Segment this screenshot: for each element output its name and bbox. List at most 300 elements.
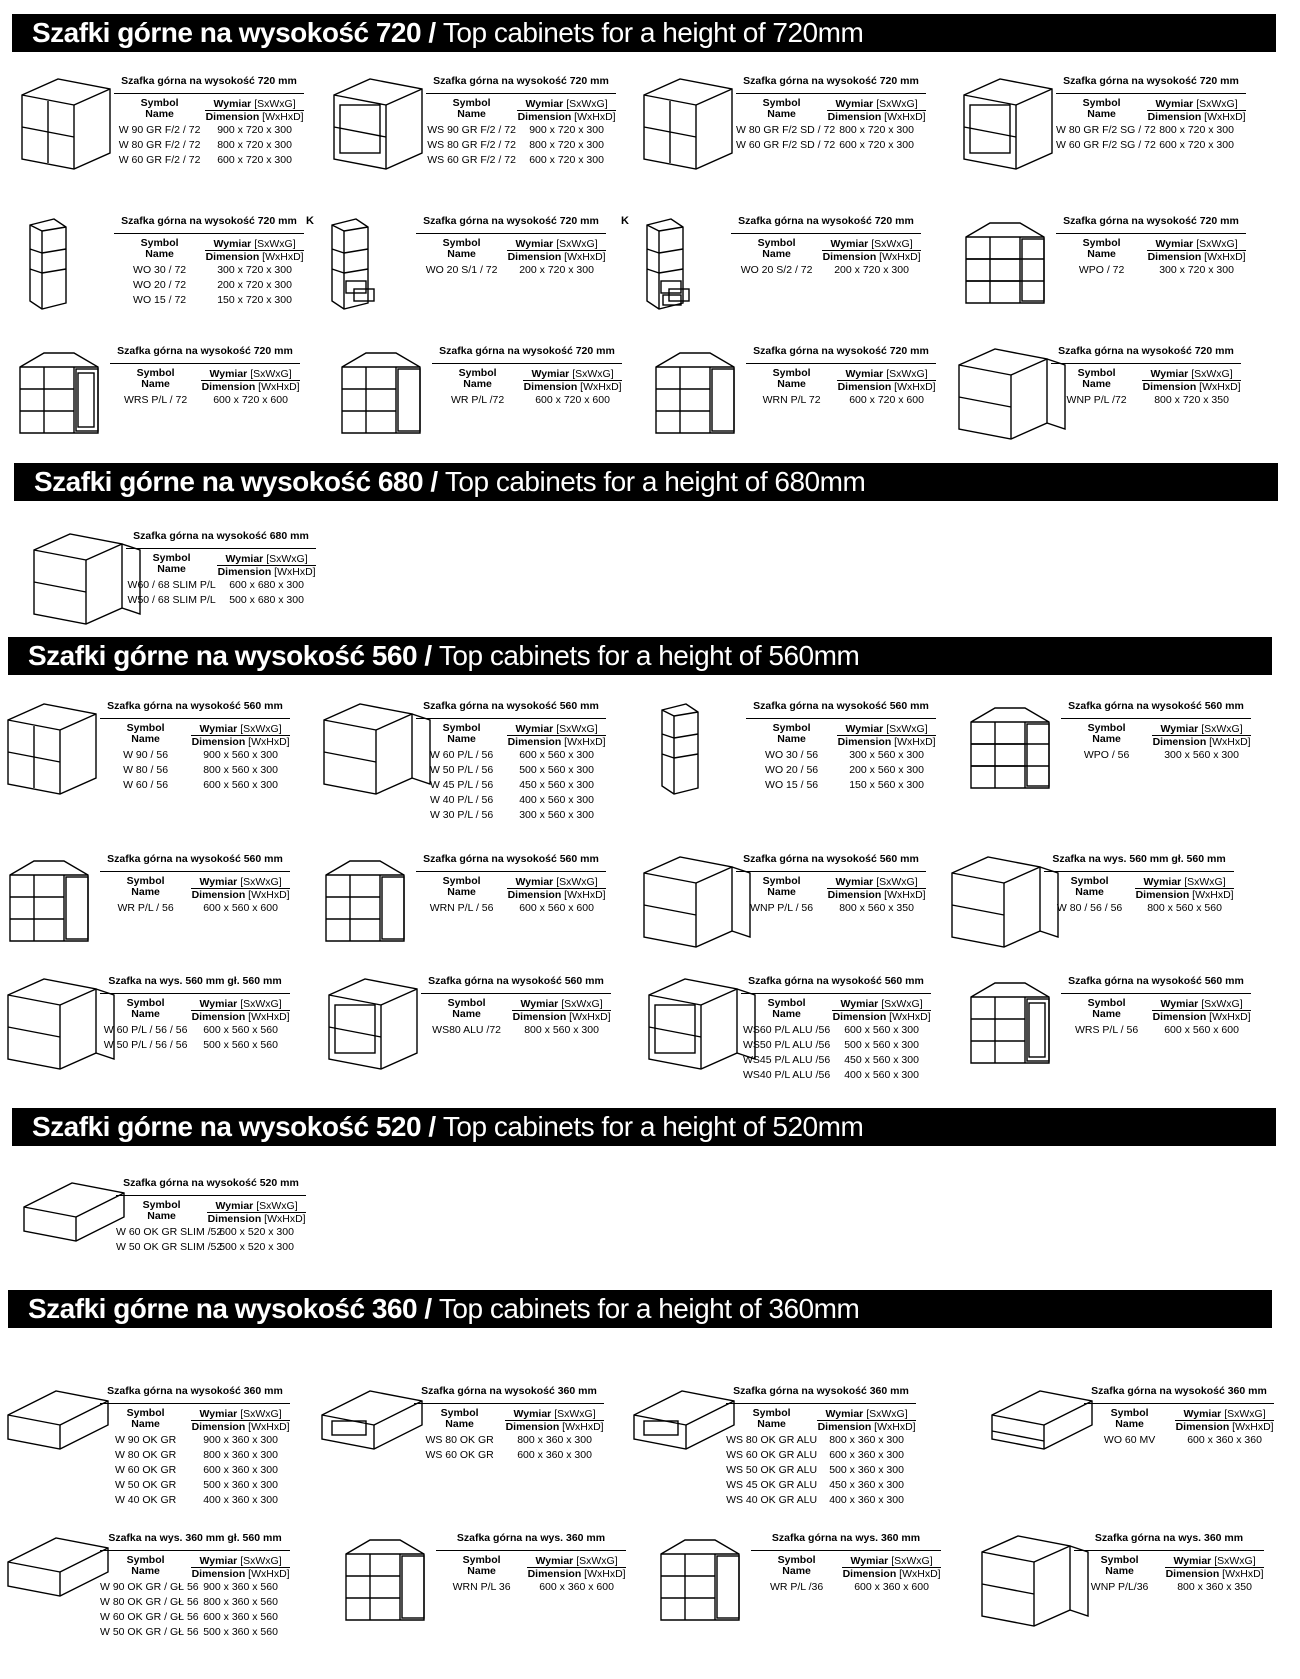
symbol-name-header: Symbol Name: [1100, 1554, 1139, 1577]
spec-header: [1051, 368, 1241, 393]
cabinet-dimension: 400 x 560 x 300: [844, 1069, 919, 1081]
dimension-header: Wymiar [SxWxG] Dimension [WxHxD]: [523, 368, 622, 393]
spec-table: [1056, 215, 1246, 278]
cabinet-symbol: W 60 / 56: [123, 779, 169, 791]
cabinet-dimension: 500 x 520 x 300: [219, 1241, 294, 1253]
cabinet-dimension: 500 x 560 x 560: [203, 1039, 278, 1051]
cabinet-symbol: W 50 OK GR / GŁ 56: [100, 1626, 199, 1638]
dimension-header: Wymiar [SxWxG] Dimension [WxHxD]: [512, 998, 611, 1023]
spec-title: Szafka górna na wysokość 720 mm: [731, 215, 921, 234]
cabinet-symbol: W 60 OK GR / GŁ 56: [100, 1611, 199, 1623]
cabinet-dimension: 450 x 360 x 300: [829, 1479, 904, 1491]
spec-header: [746, 723, 936, 748]
spec-table: [114, 75, 304, 168]
spec-table: [414, 1385, 604, 1463]
spec-row: [741, 1038, 931, 1053]
spec-header: [100, 1555, 290, 1580]
cabinet-dimension: 800 x 360 x 300: [203, 1449, 278, 1461]
symbol-name-header: Symbol Name: [1110, 1407, 1149, 1430]
section-title-pl: Szafki górne na wysokość 720 /: [32, 17, 443, 48]
spec-title: Szafka górna na wysokość 360 mm: [414, 1385, 604, 1404]
cabinet-card: [18, 215, 318, 340]
spec-table: [100, 853, 290, 916]
cabinet-symbol: W60 / 68 SLIM P/L: [127, 579, 216, 591]
spec-title: Szafka górna na wysokość 680 mm: [126, 530, 316, 549]
spec-title: Szafka na wys. 360 mm gł. 560 mm: [100, 1532, 290, 1551]
symbol-name-header: Symbol Name: [126, 722, 165, 745]
spec-row: [100, 1023, 290, 1038]
cabinet-dimension: 600 x 560 x 300: [844, 1024, 919, 1036]
spec-table: [114, 215, 304, 308]
cabinet-symbol: WS 40 OK GR ALU: [726, 1494, 818, 1506]
cabinet-card: [20, 1177, 320, 1302]
spec-row: [100, 1448, 290, 1463]
cabinet-dimension: 800 x 560 x 560: [1147, 902, 1222, 914]
symbol-name-header: Symbol Name: [126, 997, 165, 1020]
spec-title: Szafka górna na wysokość 560 mm: [100, 853, 290, 872]
spec-table: [421, 975, 611, 1038]
spec-row: [1074, 1580, 1264, 1595]
cabinet-symbol: W 60 OK GR: [114, 1464, 177, 1476]
spec-row: [100, 1478, 290, 1493]
spec-title: Szafka górna na wysokość 360 mm: [100, 1385, 290, 1404]
cabinet-symbol: WO 60 MV: [1103, 1434, 1156, 1446]
spec-title: Szafka górna na wysokość 560 mm: [416, 700, 606, 719]
cabinet-dimension: 600 x 560 x 600: [203, 902, 278, 914]
section-title-pl: Szafki górne na wysokość 560 /: [28, 640, 439, 671]
cabinet-symbol: WPO / 72: [1078, 264, 1125, 276]
cabinet-dimension: 600 x 720 x 300: [529, 154, 604, 166]
spec-row: [736, 123, 926, 138]
cabinet-symbol: WS45 P/L ALU /56: [743, 1054, 831, 1066]
cabinet-dimension: 600 x 360 x 360: [1187, 1434, 1262, 1446]
cabinet-card: [4, 1532, 304, 1657]
spec-row: [100, 1625, 290, 1640]
spec-title: Szafka górna na wysokość 720 mm: [1056, 215, 1246, 234]
dimension-header: Wymiar [SxWxG] Dimension [WxHxD]: [827, 98, 926, 123]
spec-row: [114, 153, 304, 168]
cabinet-symbol: WS40 P/L ALU /56: [743, 1069, 831, 1081]
spec-header: [741, 998, 931, 1023]
cabinet-dimension: 600 x 520 x 300: [219, 1226, 294, 1238]
spec-row: [736, 138, 926, 153]
cabinet-dimension: 900 x 360 x 560: [203, 1581, 278, 1593]
spec-title: Szafka górna na wysokość 560 mm: [421, 975, 611, 994]
symbol-name-header: Symbol Name: [140, 237, 179, 260]
spec-title: Szafka górna na wysokość 720 mm: [114, 75, 304, 94]
spec-table: [416, 700, 606, 823]
dimension-header: Wymiar [SxWxG] Dimension [WxHxD]: [1165, 1555, 1264, 1580]
cabinet-symbol: W 50 P/L / 56: [429, 764, 494, 776]
spec-row: [126, 593, 316, 608]
spec-header: [100, 723, 290, 748]
spec-row: [100, 748, 290, 763]
spec-table: [416, 215, 606, 278]
symbol-name-header: Symbol Name: [452, 97, 491, 120]
dimension-header: Wymiar [SxWxG] Dimension [WxHxD]: [517, 98, 616, 123]
section-title-en: Top cabinets for a height of 560mm: [438, 640, 860, 671]
cabinet-symbol: W 90 GR F/2 / 72: [118, 124, 201, 136]
symbol-name-header: Symbol Name: [126, 1554, 165, 1577]
spec-table: [100, 700, 290, 793]
cabinet-symbol: W 40 P/L / 56: [429, 794, 494, 806]
symbol-name-header: Symbol Name: [442, 237, 481, 260]
section-title-en: Top cabinets for a height of 360mm: [438, 1293, 860, 1324]
cabinet-symbol: W 60 GR F/2 SD / 72: [736, 139, 836, 151]
cabinet-dimension: 800 x 720 x 300: [1159, 124, 1234, 136]
dimension-header: Wymiar [SxWxG] Dimension [WxHxD]: [201, 368, 300, 393]
cabinet-dimension: 600 x 360 x 600: [539, 1581, 614, 1593]
cabinet-card: [965, 700, 1265, 825]
cabinet-symbol: WRS P/L / 56: [1074, 1024, 1139, 1036]
dimension-header: Wymiar [SxWxG] Dimension [WxHxD]: [191, 1408, 290, 1433]
spec-table: [746, 700, 936, 793]
spec-header: [731, 238, 921, 263]
symbol-name-header: Symbol Name: [1082, 237, 1121, 260]
spec-title: Szafka górna na wysokość 560 mm: [741, 975, 931, 994]
cabinet-card: [320, 700, 620, 825]
cabinet-symbol: WS 90 GR F/2 / 72: [427, 124, 516, 136]
cabinet-card: [4, 853, 304, 978]
spec-title: Szafka górna na wysokość 560 mm: [416, 853, 606, 872]
symbol-name-header: Symbol Name: [772, 367, 811, 390]
cabinet-dimension: 800 x 720 x 300: [839, 124, 914, 136]
cabinet-dimension: 600 x 720 x 600: [849, 394, 924, 406]
cabinet-dimension: 500 x 680 x 300: [229, 594, 304, 606]
spec-title: Szafka górna na wysokość 560 mm: [746, 700, 936, 719]
spec-row: [726, 1478, 916, 1493]
cabinet-dimension: 600 x 720 x 300: [839, 139, 914, 151]
spec-table: [1084, 1385, 1274, 1448]
spec-row: [114, 263, 304, 278]
spec-table: [741, 975, 931, 1083]
cabinet-dimension: 200 x 720 x 300: [217, 279, 292, 291]
spec-header: [416, 723, 606, 748]
cabinet-dimension: 600 x 360 x 600: [854, 1581, 929, 1593]
dimension-header: Wymiar [SxWxG] Dimension [WxHxD]: [205, 98, 304, 123]
spec-table: [1056, 75, 1246, 153]
cabinet-dimension: 200 x 560 x 300: [849, 764, 924, 776]
spec-row: [421, 1023, 611, 1038]
cabinet-symbol: WRN P/L / 56: [429, 902, 494, 914]
cabinet-card: [325, 975, 625, 1100]
symbol-name-header: Symbol Name: [462, 1554, 501, 1577]
cabinet-dimension: 600 x 360 x 300: [829, 1449, 904, 1461]
spec-title: Szafka górna na wysokość 720 mm: [426, 75, 616, 94]
spec-table: [100, 1385, 290, 1508]
symbol-name-header: Symbol Name: [142, 1199, 181, 1222]
cabinet-symbol: W 45 P/L / 56: [429, 779, 494, 791]
spec-header: [736, 876, 926, 901]
cabinet-dimension: 800 x 560 x 300: [524, 1024, 599, 1036]
cabinet-dimension: 800 x 720 x 300: [217, 139, 292, 151]
dimension-header: Wymiar [SxWxG] Dimension [WxHxD]: [505, 1408, 604, 1433]
spec-title: Szafka górna na wysokość 720 mm: [110, 345, 300, 364]
cabinet-symbol: WO 30 / 72: [133, 264, 187, 276]
spec-row: [726, 1493, 916, 1508]
spec-row: [746, 763, 936, 778]
spec-row: [100, 778, 290, 793]
spec-header: [416, 238, 606, 263]
cabinet-symbol: W 90 OK GR / GŁ 56: [100, 1581, 199, 1593]
dimension-header: Wymiar [SxWxG] Dimension [WxHxD]: [507, 876, 606, 901]
cabinet-symbol: W 80 OK GR / GŁ 56: [100, 1596, 199, 1608]
symbol-name-header: Symbol Name: [140, 97, 179, 120]
cabinet-dimension: 450 x 560 x 300: [519, 779, 594, 791]
section-banner: [8, 637, 1272, 675]
spec-row: [416, 763, 606, 778]
cabinet-dimension: 500 x 360 x 300: [203, 1479, 278, 1491]
cabinet-dimension: 900 x 560 x 300: [203, 749, 278, 761]
dimension-header: Wymiar [SxWxG] Dimension [WxHxD]: [205, 238, 304, 263]
symbol-name-header: Symbol Name: [126, 1407, 165, 1430]
spec-row: [726, 1463, 916, 1478]
spec-title: Szafka górna na wys. 360 mm: [436, 1532, 626, 1551]
cabinet-card: [4, 700, 304, 825]
cabinet-symbol: W 60 GR F/2 / 72: [118, 154, 201, 166]
cabinet-symbol: WS 45 OK GR ALU: [726, 1479, 818, 1491]
cabinet-symbol: WS 80 OK GR ALU: [726, 1434, 818, 1446]
cabinet-dimension: 800 x 360 x 350: [1177, 1581, 1252, 1593]
spec-row: [116, 1240, 306, 1255]
spec-row: [1061, 1023, 1251, 1038]
cabinet-symbol: WS60 P/L ALU /56: [743, 1024, 831, 1036]
spec-table: [426, 75, 616, 168]
cabinet-card: [978, 1532, 1278, 1657]
cabinet-symbol: W 50 OK GR SLIM /52: [116, 1241, 223, 1253]
spec-table: [126, 530, 316, 608]
symbol-name-header: Symbol Name: [442, 722, 481, 745]
spec-table: [100, 1532, 290, 1640]
dimension-header: Wymiar [SxWxG] Dimension [WxHxD]: [207, 1200, 306, 1225]
dimension-header: Wymiar [SxWxG] Dimension [WxHxD]: [832, 998, 931, 1023]
spec-header: [746, 368, 936, 393]
symbol-name-header: Symbol Name: [752, 1407, 791, 1430]
spec-title: Szafka górna na wysokość 360 mm: [726, 1385, 916, 1404]
spec-header: [416, 876, 606, 901]
spec-row: [731, 263, 921, 278]
cabinet-symbol: W 80 GR F/2 SG / 72: [1056, 124, 1156, 136]
section-banner: [8, 1290, 1272, 1328]
cabinet-symbol: W 90 / 56: [123, 749, 169, 761]
spec-table: [1044, 853, 1234, 916]
cabinet-card: [318, 1385, 618, 1510]
cabinet-symbol: W 60 GR F/2 SG / 72: [1056, 139, 1156, 151]
dimension-header: Wymiar [SxWxG] Dimension [WxHxD]: [837, 723, 936, 748]
cabinet-card: [340, 1532, 640, 1657]
cabinet-dimension: 600 x 720 x 300: [1159, 139, 1234, 151]
k-marker: K: [621, 215, 629, 227]
symbol-name-header: Symbol Name: [1082, 97, 1121, 120]
cabinet-card: [640, 75, 940, 200]
spec-header: [1084, 1408, 1274, 1433]
dimension-header: Wymiar [SxWxG] Dimension [WxHxD]: [822, 238, 921, 263]
spec-table: [1061, 975, 1251, 1038]
spec-row: [100, 1610, 290, 1625]
k-marker: K: [306, 215, 314, 227]
spec-row: [100, 1433, 290, 1448]
cabinet-dimension: 400 x 560 x 300: [519, 794, 594, 806]
cabinet-dimension: 600 x 560 x 560: [203, 1024, 278, 1036]
dimension-header: Wymiar [SxWxG] Dimension [WxHxD]: [1175, 1408, 1274, 1433]
cabinet-card: [948, 853, 1248, 978]
spec-title: Szafka górna na wysokość 560 mm: [736, 853, 926, 872]
spec-header: [1061, 998, 1251, 1023]
cabinet-dimension: 150 x 720 x 300: [217, 294, 292, 306]
cabinet-dimension: 800 x 560 x 300: [203, 764, 278, 776]
spec-table: [736, 853, 926, 916]
cabinet-symbol: WR P/L /72: [450, 394, 505, 406]
cabinet-symbol: W 80 GR F/2 / 72: [118, 139, 201, 151]
cabinet-dimension: 600 x 560 x 600: [1164, 1024, 1239, 1036]
cabinet-dimension: 600 x 680 x 300: [229, 579, 304, 591]
spec-title: Szafka górna na wysokość 720 mm: [432, 345, 622, 364]
cabinet-dimension: 200 x 720 x 300: [519, 264, 594, 276]
spec-table: [436, 1532, 626, 1595]
cabinet-symbol: W 80 / 56 / 56: [1056, 902, 1123, 914]
spec-row: [746, 393, 936, 408]
cabinet-dimension: 600 x 360 x 300: [517, 1449, 592, 1461]
cabinet-dimension: 150 x 560 x 300: [849, 779, 924, 791]
symbol-name-header: Symbol Name: [136, 367, 175, 390]
cabinet-symbol: WO 20 S/2 / 72: [740, 264, 813, 276]
cabinet-symbol: WS 80 OK GR: [425, 1434, 494, 1446]
spec-row: [126, 578, 316, 593]
dimension-header: Wymiar [SxWxG] Dimension [WxHxD]: [837, 368, 936, 393]
cabinet-dimension: 800 x 720 x 300: [529, 139, 604, 151]
spec-header: [436, 1555, 626, 1580]
section-banner: [14, 463, 1278, 501]
cabinet-dimension: 800 x 720 x 350: [1154, 394, 1229, 406]
spec-row: [100, 1463, 290, 1478]
cabinet-symbol: WS80 ALU /72: [432, 1024, 502, 1036]
dimension-header: Wymiar [SxWxG] Dimension [WxHxD]: [191, 723, 290, 748]
cabinet-dimension: 500 x 360 x 560: [203, 1626, 278, 1638]
spec-table: [746, 345, 936, 408]
spec-table: [1061, 700, 1251, 763]
cabinet-symbol: WR P/L / 56: [117, 902, 174, 914]
cabinet-dimension: 600 x 360 x 560: [203, 1611, 278, 1623]
dimension-header: Wymiar [SxWxG] Dimension [WxHxD]: [842, 1555, 941, 1580]
spec-row: [432, 393, 622, 408]
cabinet-dimension: 800 x 560 x 350: [839, 902, 914, 914]
spec-header: [736, 98, 926, 123]
dimension-header: Wymiar [SxWxG] Dimension [WxHxD]: [191, 876, 290, 901]
spec-table: [736, 75, 926, 153]
cabinet-dimension: 450 x 560 x 300: [844, 1054, 919, 1066]
spec-header: [1056, 98, 1246, 123]
cabinet-card: [18, 75, 318, 200]
spec-row: [1051, 393, 1241, 408]
cabinet-symbol: WS 60 OK GR ALU: [726, 1449, 818, 1461]
cabinet-card: [4, 975, 304, 1100]
cabinet-symbol: W 60 P/L / 56: [429, 749, 494, 761]
spec-table: [1051, 345, 1241, 408]
spec-table: [726, 1385, 916, 1508]
spec-row: [414, 1433, 604, 1448]
spec-table: [1074, 1532, 1264, 1595]
cabinet-card: [650, 700, 950, 825]
symbol-name-header: Symbol Name: [762, 97, 801, 120]
spec-table: [116, 1177, 306, 1255]
spec-header: [426, 98, 616, 123]
spec-title: Szafka górna na wysokość 720 mm: [114, 215, 304, 234]
cabinet-symbol: WO 30 / 56: [765, 749, 819, 761]
cabinet-symbol: W 60 P/L / 56 / 56: [103, 1024, 188, 1036]
symbol-name-header: Symbol Name: [458, 367, 497, 390]
spec-row: [416, 793, 606, 808]
section-title-pl: Szafki górne na wysokość 680 /: [34, 466, 445, 497]
cabinet-card: [306, 215, 620, 340]
spec-row: [741, 1068, 931, 1083]
cabinet-dimension: 400 x 360 x 300: [203, 1494, 278, 1506]
section-title-en: Top cabinets for a height of 520mm: [442, 1111, 864, 1142]
cabinet-dimension: 600 x 560 x 300: [519, 749, 594, 761]
cabinet-symbol: WO 20 / 72: [133, 279, 187, 291]
cabinet-card: [630, 1385, 930, 1510]
spec-title: Szafka górna na wysokość 720 mm: [416, 215, 606, 234]
cabinet-dimension: 600 x 720 x 300: [217, 154, 292, 166]
dimension-header: Wymiar [SxWxG] Dimension [WxHxD]: [1147, 238, 1246, 263]
cabinet-dimension: 400 x 360 x 300: [829, 1494, 904, 1506]
cabinet-symbol: W 50 OK GR: [114, 1479, 177, 1491]
spec-table: [751, 1532, 941, 1595]
spec-header: [1056, 238, 1246, 263]
spec-title: Szafka górna na wysokość 560 mm: [1061, 975, 1251, 994]
spec-row: [100, 1038, 290, 1053]
dimension-header: Wymiar [SxWxG] Dimension [WxHxD]: [1152, 998, 1251, 1023]
symbol-name-header: Symbol Name: [440, 1407, 479, 1430]
spec-title: Szafka górna na wysokość 720 mm: [746, 345, 936, 364]
section-banner: [12, 1108, 1276, 1146]
cabinet-card: [320, 853, 620, 978]
spec-row: [746, 778, 936, 793]
spec-header: [414, 1408, 604, 1433]
spec-row: [751, 1580, 941, 1595]
cabinet-dimension: 600 x 560 x 300: [203, 779, 278, 791]
spec-row: [746, 748, 936, 763]
spec-row: [100, 1595, 290, 1610]
spec-row: [1056, 123, 1246, 138]
cabinet-card: [336, 345, 636, 470]
spec-row: [416, 748, 606, 763]
spec-table: [110, 345, 300, 408]
cabinet-symbol: WS 50 OK GR ALU: [726, 1464, 818, 1476]
spec-row: [426, 123, 616, 138]
cabinet-symbol: W 80 GR F/2 SD / 72: [736, 124, 836, 136]
cabinet-dimension: 300 x 560 x 300: [1164, 749, 1239, 761]
spec-row: [416, 778, 606, 793]
cabinet-card: [621, 215, 935, 340]
dimension-header: Wymiar [SxWxG] Dimension [WxHxD]: [827, 876, 926, 901]
dimension-header: Wymiar [SxWxG] Dimension [WxHxD]: [817, 1408, 916, 1433]
cabinet-card: [965, 975, 1265, 1100]
spec-row: [1056, 263, 1246, 278]
symbol-name-header: Symbol Name: [1077, 367, 1116, 390]
spec-header: [1044, 876, 1234, 901]
symbol-name-header: Symbol Name: [767, 997, 806, 1020]
spec-row: [114, 293, 304, 308]
dimension-header: Wymiar [SxWxG] Dimension [WxHxD]: [191, 1555, 290, 1580]
spec-row: [741, 1023, 931, 1038]
spec-row: [1044, 901, 1234, 916]
spec-title: Szafka górna na wysokość 520 mm: [116, 1177, 306, 1196]
cabinet-symbol: WRN P/L 72: [762, 394, 821, 406]
dimension-header: Wymiar [SxWxG] Dimension [WxHxD]: [1147, 98, 1246, 123]
spec-row: [414, 1448, 604, 1463]
cabinet-dimension: 600 x 720 x 600: [535, 394, 610, 406]
cabinet-card: [960, 215, 1260, 340]
